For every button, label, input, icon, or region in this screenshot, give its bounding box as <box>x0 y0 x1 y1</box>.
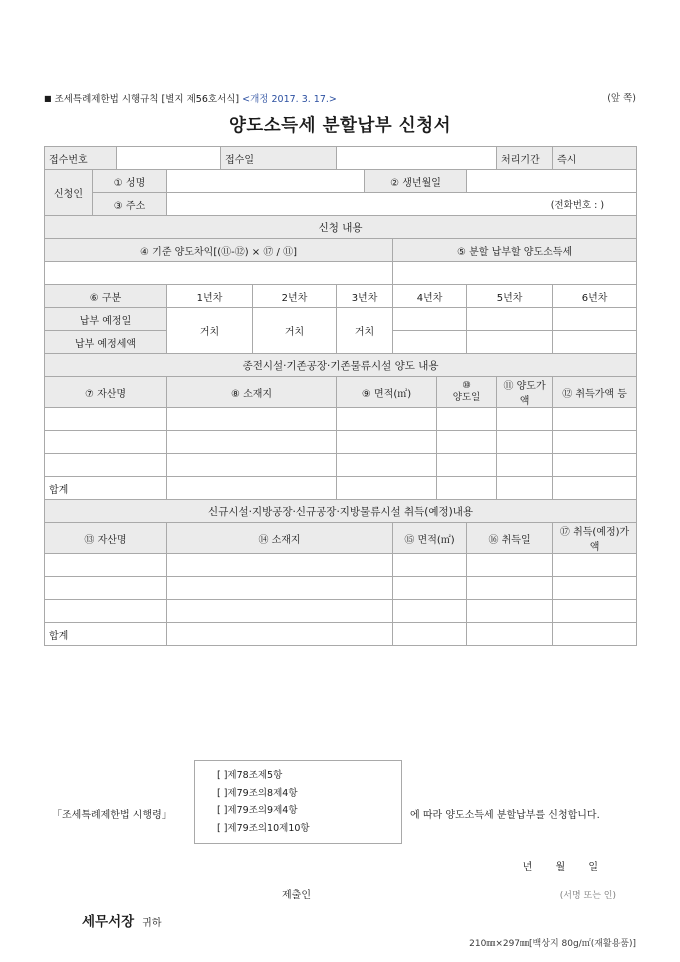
transfer-total-cost[interactable] <box>553 477 637 500</box>
applicant-name-label: ① 성명 <box>93 170 167 193</box>
page-title: 양도소득세 분할납부 신청서 <box>228 116 452 136</box>
paper-spec-note: 210㎜×297㎜[백상지 80g/㎡(재활용품)] <box>469 939 636 949</box>
transfer-col-transfer-date-number: ⑩ <box>462 380 471 391</box>
date-line[interactable]: 년 월 일 <box>522 862 608 873</box>
request-section-title: 신청 내용 <box>45 216 637 239</box>
checkbox-option-4[interactable]: [ ]제79조의10제10항 <box>217 822 310 834</box>
applicant-birth-label: ② 생년월일 <box>365 170 467 193</box>
applicant-phone-field[interactable] <box>171 197 632 211</box>
applicant-group-label: 신청인 <box>45 170 93 216</box>
division-header-row <box>45 285 637 308</box>
applicant-address-row <box>45 193 637 216</box>
applicant-name-value[interactable] <box>167 170 365 193</box>
signature-note: (서명 또는 인) <box>559 891 616 901</box>
table-row <box>45 577 637 600</box>
acquisition-cell-price[interactable] <box>553 577 637 600</box>
transfer-cell-asset[interactable] <box>45 431 167 454</box>
request-value-row <box>45 262 637 285</box>
request-section-header-row <box>45 216 637 239</box>
transfer-total-row <box>45 477 637 500</box>
applicant-phone-close: ) <box>600 200 605 211</box>
acquisition-cell-asset[interactable] <box>45 554 167 577</box>
due-date-row <box>45 308 637 331</box>
transfer-total-date[interactable] <box>437 477 497 500</box>
table-row <box>45 431 637 454</box>
acquisition-cell-location[interactable] <box>167 577 393 600</box>
acquisition-section-header-row <box>45 500 637 523</box>
transfer-columns-row <box>45 377 637 408</box>
due-amount-year5[interactable] <box>467 331 553 354</box>
transfer-cell-cost[interactable] <box>553 408 637 431</box>
division-label: ⑥ 구분 <box>45 285 167 308</box>
acquisition-cell-asset[interactable] <box>45 600 167 623</box>
acquisition-total-area[interactable] <box>393 623 467 646</box>
acquisition-total-price[interactable] <box>553 623 637 646</box>
table-row <box>45 554 637 577</box>
acquisition-cell-date[interactable] <box>467 600 553 623</box>
acquisition-section-title: 신규시설·지방공장·신규공장·지방물류시설 취득(예정)내용 <box>45 500 637 523</box>
transfer-col-transfer-date-text: 양도일 <box>452 392 481 403</box>
acquisition-cell-area[interactable] <box>393 600 467 623</box>
transfer-col-area: ⑨ 면적(㎡) <box>337 377 437 408</box>
transfer-cell-location[interactable] <box>167 454 337 477</box>
tax-office-label: 세무서장 <box>82 914 135 930</box>
acquisition-columns-row <box>45 523 637 554</box>
transfer-section-header-row <box>45 354 637 377</box>
due-date-year4[interactable] <box>393 308 467 331</box>
tax-office-suffix: 귀하 <box>142 918 162 929</box>
acquisition-total-location[interactable] <box>167 623 393 646</box>
process-time-value: 즉시 <box>553 147 637 170</box>
tax-office-line <box>82 910 162 930</box>
year-col-1: 1년차 <box>167 285 253 308</box>
page-side-label: (앞 쪽) <box>607 93 636 104</box>
statement-block <box>44 760 636 962</box>
due-defer-year1: 거치 <box>167 308 253 354</box>
transfer-total-price[interactable] <box>497 477 553 500</box>
basis-gain-label: ④ 기준 양도차익[(⑪-⑫) × ⑰ / ⑪] <box>45 239 393 262</box>
acquisition-total-date[interactable] <box>467 623 553 646</box>
checkbox-option-2[interactable]: [ ]제79조의8제4항 <box>217 787 298 799</box>
acquisition-cell-date[interactable] <box>467 554 553 577</box>
acquisition-cell-price[interactable] <box>553 600 637 623</box>
year-col-4: 4년차 <box>393 285 467 308</box>
law-reference-text: 조세특례제한법 시행규칙 [별지 제56호서식] <box>54 94 240 105</box>
split-tax-label: ⑤ 분할 납부할 양도소득세 <box>393 239 637 262</box>
transfer-cell-area[interactable] <box>337 408 437 431</box>
acquisition-col-location: ⑭ 소재지 <box>167 523 393 554</box>
year-col-3: 3년차 <box>337 285 393 308</box>
bullet-square-icon: ■ <box>44 94 52 103</box>
applicant-name-row <box>45 170 637 193</box>
receipt-date-label: 접수일 <box>221 147 337 170</box>
statement-law-name: 「조세특례제한법 시행령」 <box>52 810 172 821</box>
acquisition-cell-date[interactable] <box>467 577 553 600</box>
transfer-total-label: 합계 <box>45 477 167 500</box>
transfer-cell-location[interactable] <box>167 431 337 454</box>
year-col-6: 6년차 <box>553 285 637 308</box>
due-date-year5[interactable] <box>467 308 553 331</box>
acquisition-cell-area[interactable] <box>393 577 467 600</box>
transfer-cell-price[interactable] <box>497 454 553 477</box>
receipt-no-value[interactable] <box>117 147 221 170</box>
transfer-cell-date[interactable] <box>437 431 497 454</box>
acquisition-col-area: ⑮ 면적(㎡) <box>393 523 467 554</box>
statement-options-box <box>194 760 402 844</box>
acquisition-total-label: 합계 <box>45 623 167 646</box>
applicant-birth-value[interactable] <box>467 170 637 193</box>
acquisition-cell-area[interactable] <box>393 554 467 577</box>
table-row <box>45 454 637 477</box>
table-row <box>45 600 637 623</box>
transfer-cell-cost[interactable] <box>553 454 637 477</box>
transfer-section-title: 종전시설·기존공장·기존물류시설 양도 내용 <box>45 354 637 377</box>
transfer-col-transfer-price: ⑪ 양도가액 <box>497 377 553 408</box>
due-date-label: 납부 예정일 <box>45 308 167 331</box>
transfer-col-asset: ⑦ 자산명 <box>45 377 167 408</box>
request-label-row <box>45 239 637 262</box>
due-amount-year6[interactable] <box>553 331 637 354</box>
basis-gain-value[interactable] <box>45 262 393 285</box>
receipt-no-label: 접수번호 <box>45 147 117 170</box>
transfer-cell-area[interactable] <box>337 431 437 454</box>
due-defer-year3: 거치 <box>337 308 393 354</box>
due-amount-year4[interactable] <box>393 331 467 354</box>
checkbox-option-3[interactable]: [ ]제79조의9제4항 <box>217 805 298 816</box>
transfer-cell-location[interactable] <box>167 408 337 431</box>
acquisition-col-price: ⑰ 취득(예정)가액 <box>553 523 637 554</box>
transfer-cell-price[interactable] <box>497 408 553 431</box>
acquisition-cell-location[interactable] <box>167 600 393 623</box>
checkbox-option-1[interactable]: [ ]제78조제5항 <box>217 770 283 781</box>
transfer-cell-cost[interactable] <box>553 431 637 454</box>
statement-tail-text: 에 따라 양도소득세 분할납부를 신청합니다. <box>410 810 600 821</box>
receipt-date-value[interactable] <box>337 147 497 170</box>
transfer-total-area[interactable] <box>337 477 437 500</box>
receipt-row <box>45 147 637 170</box>
transfer-cell-date[interactable] <box>437 454 497 477</box>
transfer-cell-asset[interactable] <box>45 408 167 431</box>
due-defer-year2: 거치 <box>253 308 337 354</box>
applicant-phone-label: (전화번호 : <box>550 200 598 211</box>
acquisition-total-row <box>45 623 637 646</box>
acquisition-cell-price[interactable] <box>553 554 637 577</box>
split-tax-value[interactable] <box>393 262 637 285</box>
applicant-address-value[interactable] <box>167 193 637 216</box>
transfer-col-location: ⑧ 소재지 <box>167 377 337 408</box>
process-time-label: 처리기간 <box>497 147 553 170</box>
acquisition-cell-location[interactable] <box>167 554 393 577</box>
acquisition-cell-asset[interactable] <box>45 577 167 600</box>
header-law-reference <box>44 92 636 106</box>
acquisition-col-asset: ⑬ 자산명 <box>45 523 167 554</box>
applicant-address-label: ③ 주소 <box>93 193 167 216</box>
application-form-table <box>44 146 637 646</box>
transfer-col-acquisition-cost: ⑫ 취득가액 등 <box>553 377 637 408</box>
transfer-cell-date[interactable] <box>437 408 497 431</box>
transfer-total-location[interactable] <box>167 477 337 500</box>
revision-note: <개정 2017. 3. 17.> <box>242 94 337 105</box>
transfer-cell-asset[interactable] <box>45 454 167 477</box>
acquisition-col-date: ⑯ 취득일 <box>467 523 553 554</box>
transfer-col-transfer-date <box>437 377 497 408</box>
year-col-5: 5년차 <box>467 285 553 308</box>
due-amount-label: 납부 예정세액 <box>45 331 167 354</box>
table-row <box>45 408 637 431</box>
transfer-cell-price[interactable] <box>497 431 553 454</box>
submitter-label: 제출인 <box>282 890 311 901</box>
year-col-2: 2년차 <box>253 285 337 308</box>
transfer-cell-area[interactable] <box>337 454 437 477</box>
due-date-year6[interactable] <box>553 308 637 331</box>
